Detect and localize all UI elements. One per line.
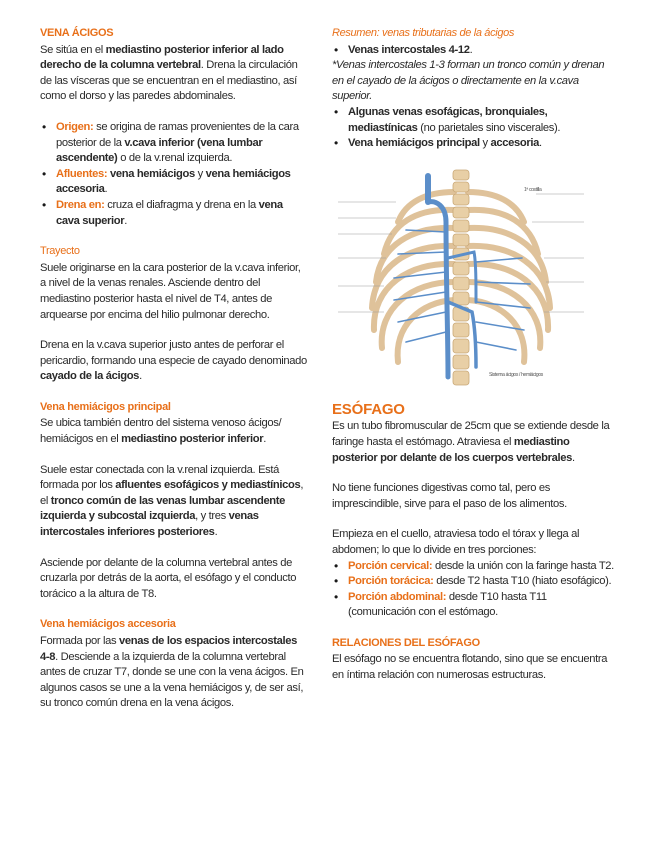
right-column [332, 26, 614, 684]
hemiazigos-paragraph-1: Se ubica también dentro del sistema venoso ácigos/ hemiácigos en el mediastino posterior inferior. [40, 417, 282, 446]
esofago-porciones-list [332, 559, 614, 621]
accesoria-paragraph: Formada por las venas de los espacios intercostales 4-8. Desciende a la izquierda de la columna vertebral antes de cruzar T7, donde se une con la vena ácigos. En algunos casos se une a la vena hemiácigos y, de ser así, su tronco común drena en la vena ácigos. [40, 635, 304, 710]
list-item-drena: • Drena en: cruza el diafragma y drena en la vena cava superior. [40, 198, 308, 229]
vena-azigos-description: Se sitúa en el mediastino posterior inferior al lado derecho de la columna vertebral. Drena la circulación de las vísceras que se encuentran en el mediastino, así como el dorso y las paredes abdominales. [40, 43, 298, 103]
section-title-relaciones: RELACIONES DEL ESÓFAGO [332, 636, 480, 649]
list-item-origen: • Origen: se origina de ramas provenientes de la cara posterior de la v.cava inferior (vena lumbar ascendente) o de la v.renal izquierda. [40, 120, 308, 167]
hemiazigos-paragraph-3: Asciende por delante de la columna vertebral antes de cruzarla por detrás de la aorta, el esófago y el conducto torácico a la altura de T8. [40, 556, 297, 600]
esofago-paragraph-3: Empieza en el cuello, atraviesa todo el tórax y llega al abdomen; lo que lo divide en tres porciones: [332, 528, 580, 556]
trayecto-paragraph-1: Suele originarse en la cara posterior de la v.cava inferior, a nivel de la venas renales. Asciende dentro del mediastino posterior hasta el nivel de T4, antes de arquearse por encima del hilio pulmonar derecho. [40, 261, 301, 321]
esofago-paragraph-1: Es un tubo fibromuscular de 25cm que se extiende desde la faringe hasta el estómago. Atraviesa el mediastino posterior por delante de los cuerpos vertebrales. [332, 420, 610, 464]
esofago-paragraph-2: No tiene funciones digestivas como tal, pero es imprescindible, sirve para el paso de los alimentos. [332, 482, 567, 510]
list-item-porcion-toracica: • Porción torácica: desde T2 hasta T10 (hiato esofágico). [332, 574, 614, 590]
resumen-list-2 [332, 105, 614, 152]
section-title-hemiazigos: Vena hemiácigos principal [40, 400, 171, 413]
hemiazigos-paragraph-2: Suele estar conectada con la v.renal izquierda. Está formada por los afluentes esofágicos y mediastínicos, el tronco común de las venas lumbar ascendente izquierda y subcostal izquierda, y tres venas intercostales inferiores posteriores. [40, 463, 304, 539]
resumen-list [332, 43, 614, 59]
figure-legend-box [486, 368, 584, 388]
relaciones-paragraph: El esófago no se encuentra flotando, sino que se encuentra en íntima relación con numerosas estructuras. [332, 653, 608, 682]
left-column [40, 26, 308, 712]
azygos-system-illustration [336, 162, 586, 388]
figure-label-first-rib: 1ª costilla [524, 186, 542, 193]
thorax-illustration [336, 162, 586, 388]
list-item-porcion-abdominal: • Porción abdominal: desde T10 hasta T11 (comunicación con el estómago. [332, 590, 614, 621]
list-item-afluentes: • Afluentes: vena hemiácigos y vena hemiácigos accesoria. [40, 167, 308, 198]
list-item-hemiazigos: • Vena hemiácigos principal y accesoria. [332, 136, 614, 152]
trayecto-paragraph-2: Drena en la v.cava superior justo antes de perforar el pericardio, formando una especie de cayado denominado cayado de la ácigos. [40, 339, 307, 383]
resumen-note: *Venas intercostales 1-3 forman un tronco común y drenan en el cayado de la ácigos o directamente en la v.cava superior. [332, 59, 605, 103]
section-title-trayecto: Trayecto [40, 245, 80, 258]
section-title-vena-azigos: VENA ÁCIGOS [40, 27, 114, 39]
list-item-visceral-veins: • Algunas venas esofágicas, bronquiales, mediastínicas (no parietales sino viscerales). [332, 105, 614, 136]
vena-azigos-list [40, 120, 308, 229]
list-item-intercostales: • Venas intercostales 4-12. [332, 43, 614, 59]
list-item-porcion-cervical: • Porción cervical: desde la unión con la faringe hasta T2. [332, 559, 614, 575]
section-title-esofago: ESÓFAGO [332, 400, 405, 418]
figure-caption: Sistema ácigos / hemiácigos [489, 371, 543, 378]
section-title-accesoria: Vena hemiácigos accesoria [40, 618, 176, 631]
resumen-title: Resumen: venas tributarias de la ácigos [332, 27, 515, 39]
